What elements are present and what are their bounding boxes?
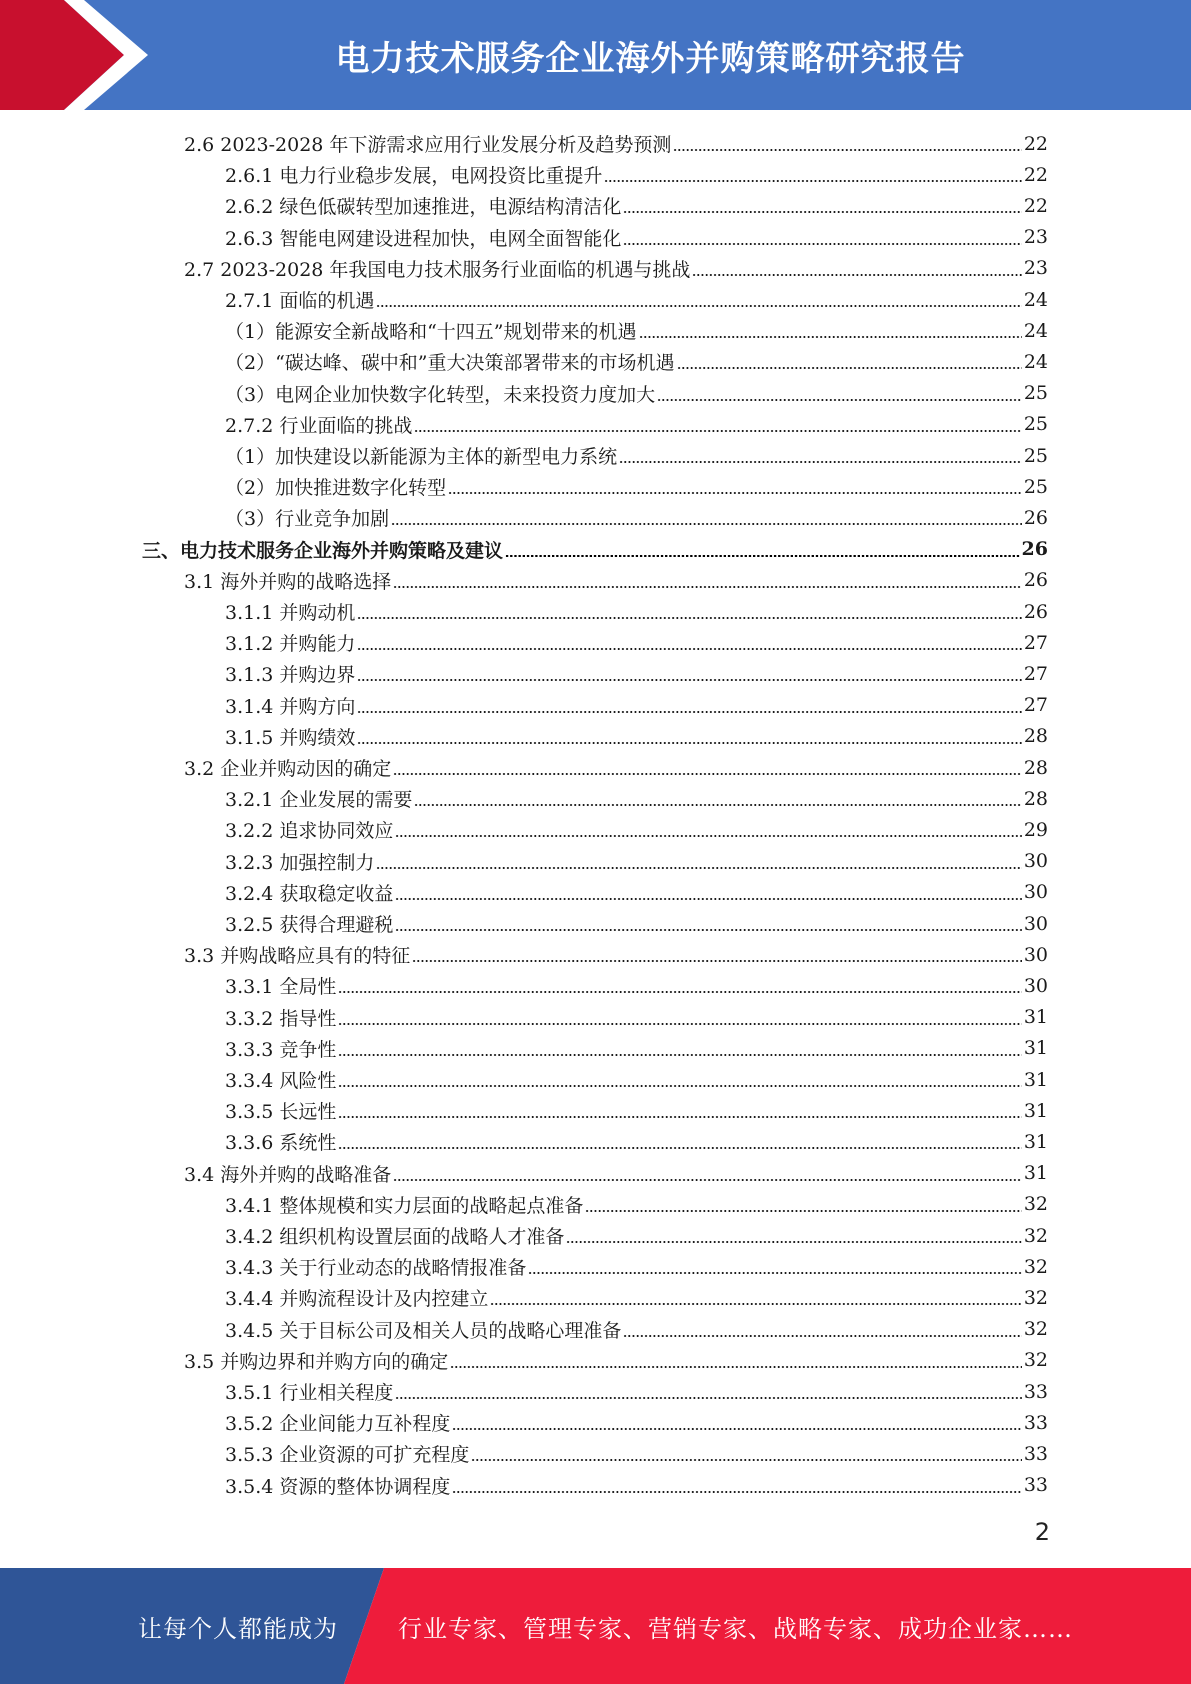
toc-entry[interactable]: [184, 128, 1048, 159]
toc-entry[interactable]: [184, 1345, 1048, 1376]
toc-entry-label: 3.3.4 风险性: [225, 1070, 337, 1092]
toc-entry[interactable]: [225, 502, 1048, 533]
toc-entry-label: 2.6.1 电力行业稳步发展，电网投资比重提升: [225, 165, 603, 188]
toc-dot-leader: [585, 1210, 1021, 1212]
toc-dot-leader: [338, 1116, 1021, 1118]
toc-entry-page: 24: [1023, 288, 1048, 311]
toc-entry-page: 33: [1023, 1411, 1048, 1434]
toc-entry-label: 3.2 企业并购动因的确定: [184, 758, 392, 780]
toc-entry-label: 2.7.1 面临的机遇: [225, 290, 375, 312]
toc-dot-leader: [677, 367, 1022, 369]
toc-entry-page: 27: [1023, 662, 1048, 685]
toc-entry[interactable]: [225, 814, 1048, 845]
toc-dot-leader: [393, 773, 1022, 775]
toc-dot-leader: [338, 1147, 1021, 1149]
page-number: 2: [1034, 1518, 1050, 1546]
toc-dot-leader: [393, 1179, 1022, 1181]
toc-entry-label: （2）“碳达峰、碳中和”重大决策部署带来的市场机遇: [225, 352, 675, 375]
toc-entry[interactable]: [225, 908, 1048, 939]
toc-dot-leader: [338, 1023, 1021, 1025]
toc-entry-page: 30: [1023, 850, 1048, 873]
toc-entry-label: （3）电网企业加快数字化转型，未来投资力度加大: [225, 383, 656, 406]
toc-entry[interactable]: [225, 690, 1048, 721]
toc-entry-label: 3.3.1 全局性: [225, 976, 337, 999]
toc-dot-leader: [412, 960, 1022, 962]
toc-dot-leader: [604, 180, 1021, 182]
toc-entry[interactable]: [225, 1033, 1048, 1064]
toc-dot-leader: [623, 1335, 1021, 1337]
toc-entry-label: 3.4.2 组织机构设置层面的战略人才准备: [225, 1226, 565, 1248]
toc-entry-page: 31: [1023, 1006, 1048, 1029]
toc-entry-label: 3.2.1 企业发展的需要: [225, 789, 413, 812]
toc-dot-leader: [692, 274, 1021, 276]
toc-entry-page: 31: [1023, 1130, 1048, 1153]
page-header: [0, 0, 1191, 110]
toc-entry-label: 3.4.5 关于目标公司及相关人员的战略心理准备: [225, 1319, 622, 1342]
toc-entry-label: 3.5 并购边界和并购方向的确定: [184, 1350, 449, 1373]
toc-entry-page: 33: [1023, 1380, 1048, 1403]
toc-entry-label: （1）能源安全新战略和“十四五”规划带来的机遇: [225, 321, 637, 344]
toc-entry-page: 24: [1023, 350, 1048, 373]
document-title: 电力技术服务企业海外并购策略研究报告: [335, 38, 966, 79]
toc-entry[interactable]: [225, 1282, 1048, 1313]
toc-dot-leader: [673, 149, 1021, 151]
toc-entry[interactable]: [225, 409, 1048, 440]
toc-entry-page: 25: [1023, 413, 1048, 436]
toc-entry-label: 三、电力技术服务企业海外并购策略及建议: [142, 539, 504, 562]
toc-entry-label: 2.6.2 绿色低碳转型加速推进，电源结构清洁化: [225, 196, 622, 219]
toc-entry-page: 31: [1023, 1099, 1048, 1122]
toc-entry-label: 3.4 海外并购的战略准备: [184, 1163, 392, 1186]
toc-entry-page: 27: [1023, 694, 1048, 717]
toc-entry-label: 3.1.1 并购动机: [225, 602, 356, 624]
toc-dot-leader: [505, 555, 1020, 557]
toc-entry-page: 26: [1021, 538, 1048, 561]
toc-entry-page: 30: [1023, 912, 1048, 935]
toc-entry[interactable]: [225, 378, 1048, 409]
toc-entry-page: 23: [1023, 257, 1048, 280]
toc-entry-label: 2.6 2023-2028 年下游需求应用行业发展分析及趋势预测: [184, 134, 672, 156]
toc-dot-leader: [623, 211, 1021, 213]
toc-entry-page: 26: [1023, 506, 1048, 529]
toc-entry[interactable]: [184, 1158, 1048, 1189]
toc-entry-label: 3.1 海外并购的战略选择: [184, 570, 392, 593]
toc-entry-label: （1）加快建设以新能源为主体的新型电力系统: [225, 446, 618, 468]
toc-dot-leader: [357, 742, 1021, 744]
toc-entry-page: 25: [1023, 382, 1048, 405]
toc-entry-page: 32: [1023, 1224, 1048, 1247]
toc-entry-page: 33: [1023, 1474, 1048, 1497]
toc-entry[interactable]: [225, 596, 1048, 627]
toc-entry-page: 30: [1023, 943, 1048, 966]
toc-dot-leader: [395, 898, 1021, 900]
toc-entry[interactable]: [225, 159, 1048, 190]
toc-entry-label: 3.1.3 并购边界: [225, 664, 356, 687]
toc-entry-label: 3.2.4 获取稳定收益: [225, 882, 394, 905]
toc-entry-page: 31: [1023, 1037, 1048, 1060]
toc-dot-leader: [357, 711, 1021, 713]
toc-entry-page: 25: [1023, 444, 1048, 467]
toc-entry[interactable]: [225, 1095, 1048, 1126]
toc-entry[interactable]: [225, 1470, 1048, 1501]
toc-entry-label: 3.3 并购战略应具有的特征: [184, 945, 411, 968]
footer-slogan-right: 行业专家、管理专家、营销专家、战略专家、成功企业家……: [398, 1614, 1073, 1643]
toc-dot-leader: [566, 1241, 1021, 1243]
toc-entry[interactable]: [184, 752, 1048, 783]
toc-entry-label: 3.2.2 追求协同效应: [225, 820, 394, 843]
toc-entry-label: 3.3.2 指导性: [225, 1007, 337, 1030]
toc-entry-page: 32: [1023, 1349, 1048, 1372]
toc-entry-label: （2）加快推进数字化转型: [225, 477, 447, 500]
toc-entry-label: 3.5.4 资源的整体协调程度: [225, 1475, 451, 1498]
toc-dot-leader: [395, 929, 1021, 931]
toc-entry-page: 22: [1023, 132, 1048, 155]
toc-entry-label: 3.3.6 系统性: [225, 1132, 337, 1155]
toc-entry-label: 3.2.5 获得合理避税: [225, 914, 394, 936]
toc-entry-label: 3.3.5 长远性: [225, 1101, 337, 1124]
toc-entry-label: 3.1.4 并购方向: [225, 695, 356, 718]
footer-slogan-left: 让每个人都能成为: [138, 1614, 338, 1643]
toc-entry[interactable]: [225, 190, 1048, 221]
page-footer: [0, 1568, 1191, 1684]
toc-entry-label: 3.3.3 竞争性: [225, 1038, 337, 1061]
toc-entry-page: 28: [1023, 756, 1048, 779]
toc-entry-label: 3.5.3 企业资源的可扩充程度: [225, 1444, 470, 1467]
toc-dot-leader: [338, 1085, 1021, 1087]
toc-entry[interactable]: [225, 721, 1048, 752]
toc-dot-leader: [391, 523, 1022, 525]
toc-entry[interactable]: [184, 253, 1048, 284]
toc-entry-page: 32: [1023, 1255, 1048, 1278]
toc-entry[interactable]: [225, 440, 1048, 471]
toc-entry[interactable]: [184, 565, 1048, 596]
toc-dot-leader: [528, 1272, 1021, 1274]
toc-entry[interactable]: [225, 1314, 1048, 1345]
toc-entry[interactable]: [225, 1002, 1048, 1033]
toc-entry[interactable]: [225, 1126, 1048, 1157]
toc-dot-leader: [619, 461, 1022, 463]
toc-entry-label: 3.2.3 加强控制力: [225, 851, 375, 874]
toc-dot-leader: [414, 430, 1021, 432]
toc-dot-leader: [623, 243, 1021, 245]
toc-dot-leader: [376, 305, 1021, 307]
toc-dot-leader: [471, 1459, 1021, 1461]
toc-dot-leader: [357, 648, 1021, 650]
toc-entry[interactable]: [225, 1438, 1048, 1469]
toc-entry[interactable]: [225, 970, 1048, 1001]
toc-entry-page: 30: [1023, 881, 1048, 904]
toc-entry-page: 27: [1023, 631, 1048, 654]
toc-dot-leader: [376, 867, 1021, 869]
toc-dot-leader: [395, 1397, 1021, 1399]
toc-entry[interactable]: [225, 471, 1048, 502]
toc-entry-label: 3.5.2 企业间能力互补程度: [225, 1413, 451, 1436]
toc-entry[interactable]: [225, 877, 1048, 908]
toc-dot-leader: [639, 336, 1022, 338]
toc-entry-page: 22: [1023, 163, 1048, 186]
toc-dot-leader: [452, 1491, 1021, 1493]
toc-dot-leader: [395, 835, 1021, 837]
toc-entry[interactable]: [225, 1376, 1048, 1407]
toc-entry-label: 3.4.4 并购流程设计及内控建立: [225, 1288, 489, 1311]
toc-entry[interactable]: [184, 939, 1048, 970]
toc-dot-leader: [450, 1366, 1022, 1368]
toc-entry-label: 2.6.3 智能电网建设进程加快，电网全面智能化: [225, 227, 622, 250]
toc-entry-label: 3.1.5 并购绩效: [225, 726, 356, 749]
toc-entry-page: 22: [1023, 194, 1048, 217]
toc-entry-label: 2.7.2 行业面临的挑战: [225, 414, 413, 437]
toc-dot-leader: [452, 1428, 1021, 1430]
toc-entry-label: 3.4.3 关于行业动态的战略情报准备: [225, 1257, 527, 1280]
toc-entry-page: 31: [1023, 1162, 1048, 1185]
toc-dot-leader: [338, 991, 1021, 993]
toc-entry-page: 31: [1023, 1068, 1048, 1091]
toc-entry[interactable]: [225, 846, 1048, 877]
toc-dot-leader: [357, 679, 1021, 681]
toc-dot-leader: [448, 492, 1022, 494]
toc-entry-page: 32: [1023, 1193, 1048, 1216]
toc-entry-page: 32: [1023, 1286, 1048, 1309]
toc-dot-leader: [357, 617, 1021, 619]
toc-entry-label: 2.7 2023-2028 年我国电力技术服务行业面临的机遇与挑战: [184, 258, 691, 281]
toc-entry-label: （3）行业竞争加剧: [225, 508, 390, 531]
toc-entry-page: 28: [1023, 787, 1048, 810]
toc-entry[interactable]: [225, 1407, 1048, 1438]
toc-entry-page: 29: [1023, 818, 1048, 841]
toc-entry[interactable]: [225, 1064, 1048, 1095]
toc-entry-label: 3.1.2 并购能力: [225, 633, 356, 656]
toc-entry-page: 28: [1023, 725, 1048, 748]
toc-entry[interactable]: [225, 1220, 1048, 1251]
toc-entry-page: 23: [1023, 226, 1048, 249]
toc-entry[interactable]: [225, 1189, 1048, 1220]
toc-dot-leader: [490, 1303, 1021, 1305]
toc-entry-label: 3.4.1 整体规模和实力层面的战略起点准备: [225, 1194, 584, 1217]
toc-dot-leader: [414, 804, 1021, 806]
toc-entry[interactable]: [225, 783, 1048, 814]
toc-entry[interactable]: [142, 534, 1048, 565]
toc-entry[interactable]: [225, 346, 1048, 377]
toc-dot-leader: [657, 399, 1022, 401]
toc-entry[interactable]: [225, 315, 1048, 346]
toc-entry-page: 25: [1023, 475, 1048, 498]
toc-entry-page: 30: [1023, 974, 1048, 997]
toc-entry-page: 33: [1023, 1442, 1048, 1465]
toc-entry-page: 26: [1023, 569, 1048, 592]
toc-entry[interactable]: [225, 658, 1048, 689]
toc-entry-page: 24: [1023, 319, 1048, 342]
toc-entry[interactable]: [225, 1251, 1048, 1282]
toc-entry-page: 32: [1023, 1318, 1048, 1341]
toc-dot-leader: [338, 1054, 1021, 1056]
toc-entry[interactable]: [225, 284, 1048, 315]
toc-dot-leader: [393, 586, 1022, 588]
toc-entry[interactable]: [225, 627, 1048, 658]
toc-entry[interactable]: [225, 222, 1048, 253]
toc-entry-page: 26: [1023, 600, 1048, 623]
toc-entry-label: 3.5.1 行业相关程度: [225, 1382, 394, 1404]
